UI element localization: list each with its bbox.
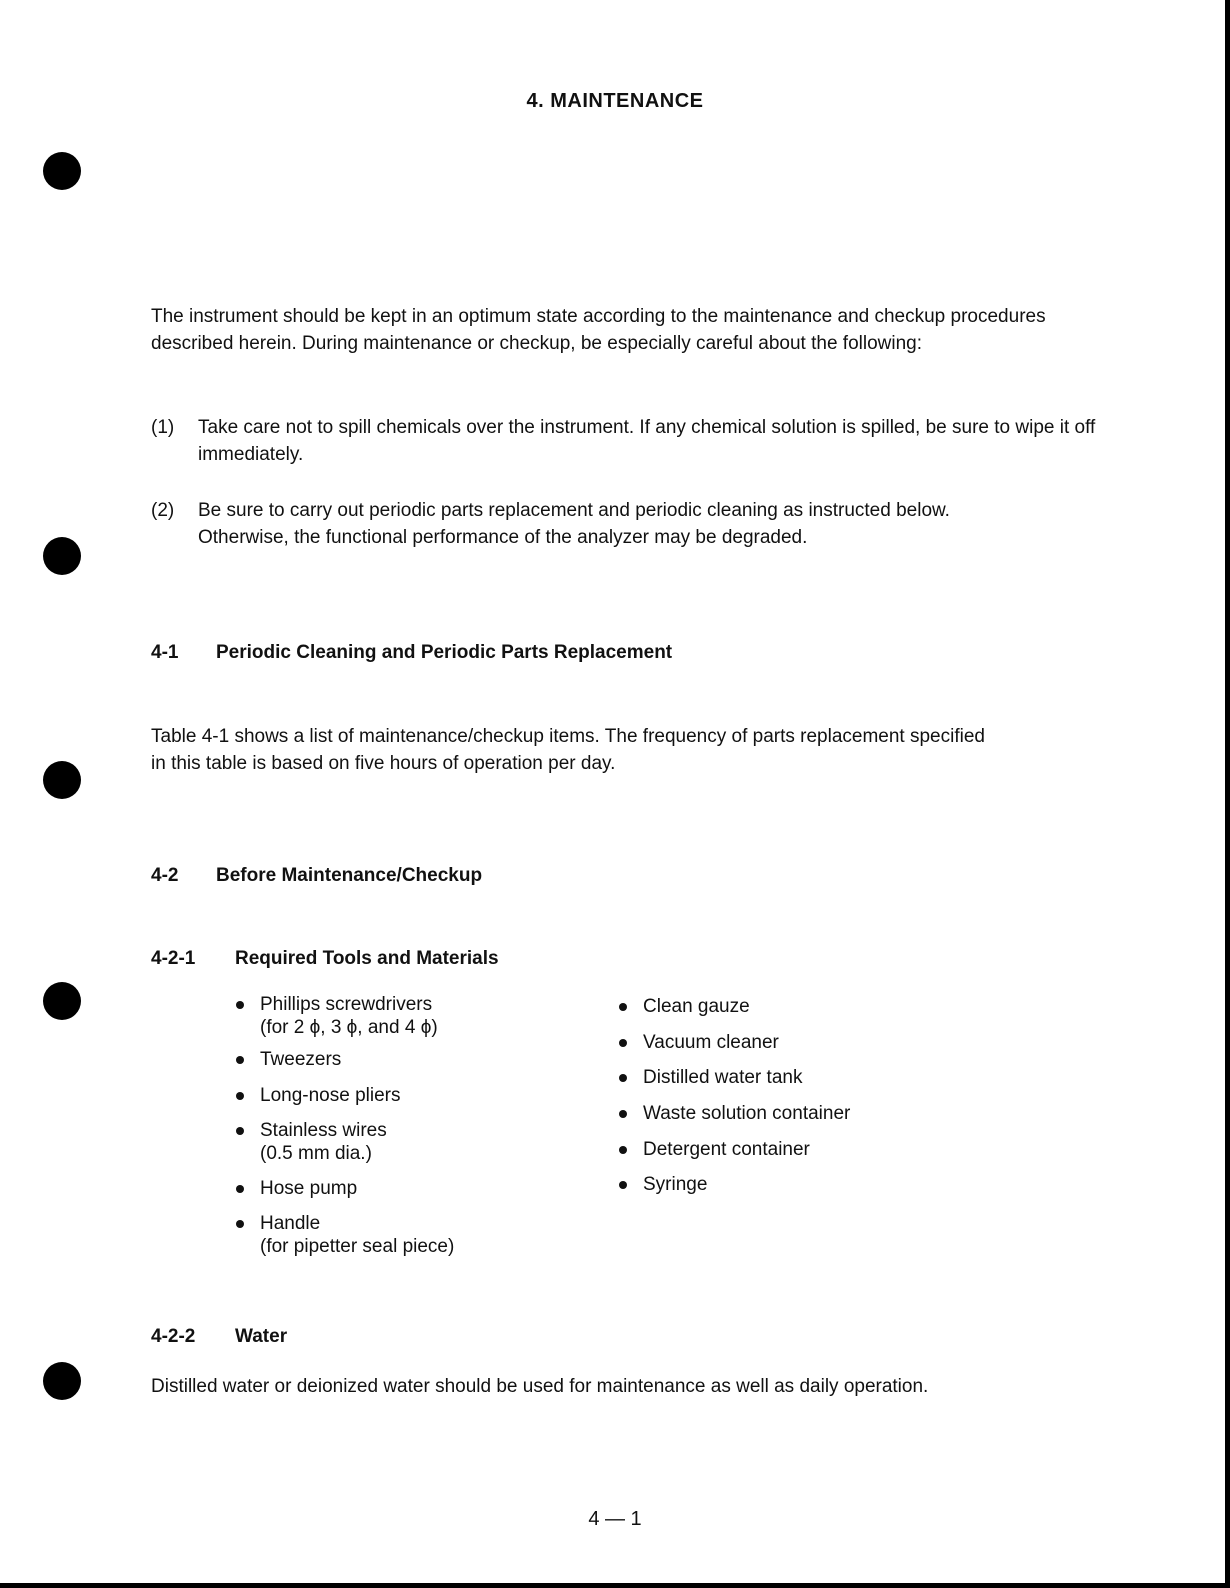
bullet-icon (619, 1074, 627, 1082)
section-paragraph: Distilled water or deionized water should be used for maintenance as well as daily operation. (151, 1376, 929, 1397)
section-title: Periodic Cleaning and Periodic Parts Replacement (216, 642, 673, 663)
list-item: Vacuum cleaner (643, 1031, 779, 1054)
bullet-icon (236, 1056, 244, 1064)
list-item: Detergent container (643, 1138, 810, 1161)
list-item: Stainless wires (0.5 mm dia.) (260, 1119, 387, 1165)
section-number: 4-2 (151, 865, 179, 886)
page-border (1225, 0, 1230, 1588)
section-paragraph: Table 4-1 shows a list of maintenance/checkup items. The frequency of parts replacement specified in this table is based on five hours of operation per day. (151, 726, 985, 774)
binder-hole (43, 761, 81, 799)
bullet-icon (619, 1181, 627, 1189)
precaution-text: Be sure to carry out periodic parts replacement and periodic cleaning as instructed below. Otherwise, the functional performance of the analyzer may be degraded. (198, 500, 950, 548)
section-title: Before Maintenance/Checkup (216, 865, 483, 886)
list-item: Waste solution container (643, 1102, 850, 1125)
precaution-number: (1) (151, 417, 175, 438)
binder-hole (43, 982, 81, 1020)
bullet-icon (236, 1185, 244, 1193)
section-number: 4-1 (151, 642, 179, 663)
subsection-title: Water (235, 1326, 288, 1347)
list-item: Syringe (643, 1173, 707, 1196)
list-item: Long-nose pliers (260, 1084, 400, 1107)
precaution-number: (2) (151, 500, 175, 521)
bullet-icon (619, 1039, 627, 1047)
bullet-icon (619, 1110, 627, 1118)
page-border (0, 1583, 1230, 1588)
page-number: 4 — 1 (588, 1508, 642, 1530)
intro-paragraph: The instrument should be kept in an optimum state according to the maintenance and checkup procedures described herein. During maintenance or checkup, be especially careful about the following: (151, 306, 1046, 354)
binder-hole (43, 537, 81, 575)
list-item: Phillips screwdrivers (for 2 ϕ, 3 ϕ, and 4 ϕ) (260, 993, 438, 1039)
bullet-icon (236, 1220, 244, 1228)
bullet-icon (236, 1092, 244, 1100)
bullet-icon (619, 1003, 627, 1011)
bullet-icon (236, 1127, 244, 1135)
list-item: Clean gauze (643, 995, 750, 1018)
subsection-number: 4-2-2 (151, 1326, 196, 1347)
list-item: Tweezers (260, 1048, 341, 1071)
binder-hole (43, 152, 81, 190)
subsection-number: 4-2-1 (151, 948, 196, 969)
list-item: Hose pump (260, 1177, 357, 1200)
precaution-text: Take care not to spill chemicals over the instrument. If any chemical solution is spilled, be sure to wipe it off immediately. (198, 417, 1096, 465)
list-item: Handle (for pipetter seal piece) (260, 1212, 454, 1258)
bullet-icon (619, 1146, 627, 1154)
list-item: Distilled water tank (643, 1066, 802, 1089)
subsection-title: Required Tools and Materials (235, 948, 499, 969)
bullet-icon (236, 1001, 244, 1009)
chapter-title: 4. MAINTENANCE (526, 90, 704, 112)
binder-hole (43, 1362, 81, 1400)
